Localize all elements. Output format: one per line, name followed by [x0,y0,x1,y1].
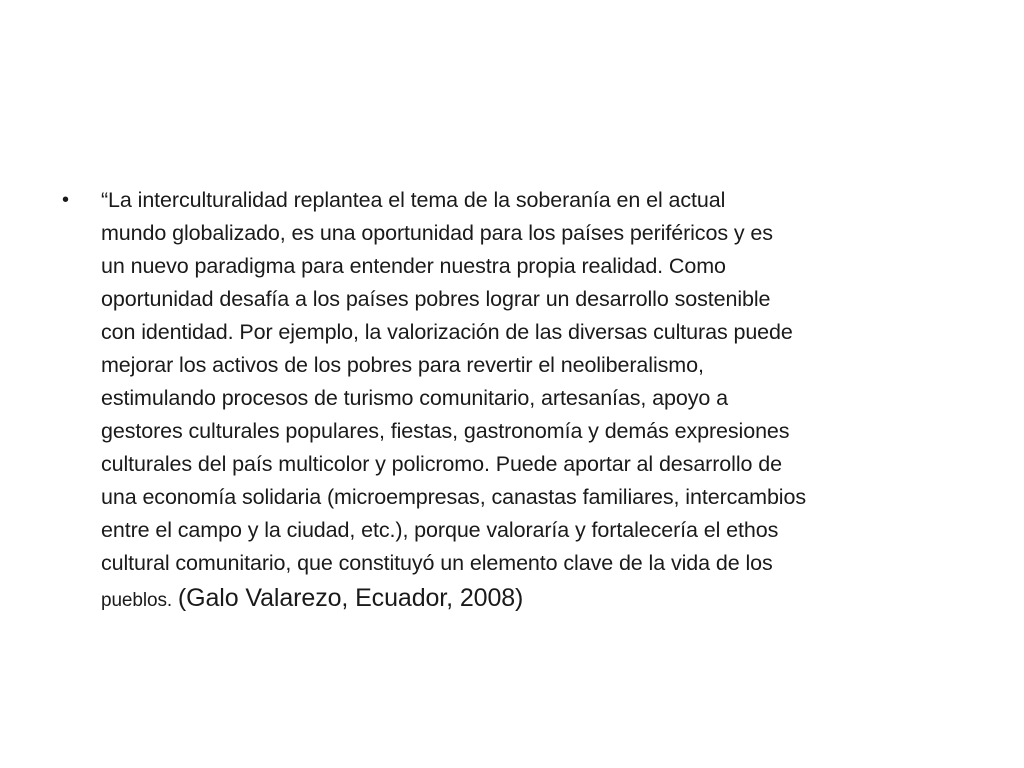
quote-line: gestores culturales populares, fiestas, gastronomía y demás expresiones [101,419,790,443]
quote-line: un nuevo paradigma para entender nuestra propia realidad. Como [101,254,726,278]
quote-line: oportunidad desafía a los países pobres lograr un desarrollo sostenible [101,287,771,311]
quote-line: estimulando procesos de turismo comunitario, artesanías, apoyo a [101,386,728,410]
quote-line: culturales del país multicolor y policromo. Puede aportar al desarrollo de [101,452,782,476]
quote-last-line [101,582,961,617]
quote-line: con identidad. Por ejemplo, la valorización de las diversas culturas puede [101,320,793,344]
quote-text [101,184,961,617]
quote-ending: pueblos. [101,590,173,611]
quote-line: una economía solidaria (microempresas, canastas familiares, intercambios [101,485,806,509]
quote-line: mundo globalizado, es una oportunidad para los países periféricos y es [101,221,773,245]
quote-line: cultural comunitario, que constituyó un elemento clave de la vida de los [101,551,773,575]
citation: (Galo Valarezo, Ecuador, 2008) [177,584,524,612]
bullet-icon: • [62,189,70,211]
quote-line: entre el campo y la ciudad, etc.), porque valoraría y fortalecería el ethos [101,518,779,542]
quote-line: “La interculturalidad replantea el tema de la soberanía en el actual [101,188,726,212]
quote-line: mejorar los activos de los pobres para revertir el neoliberalismo, [101,353,704,377]
